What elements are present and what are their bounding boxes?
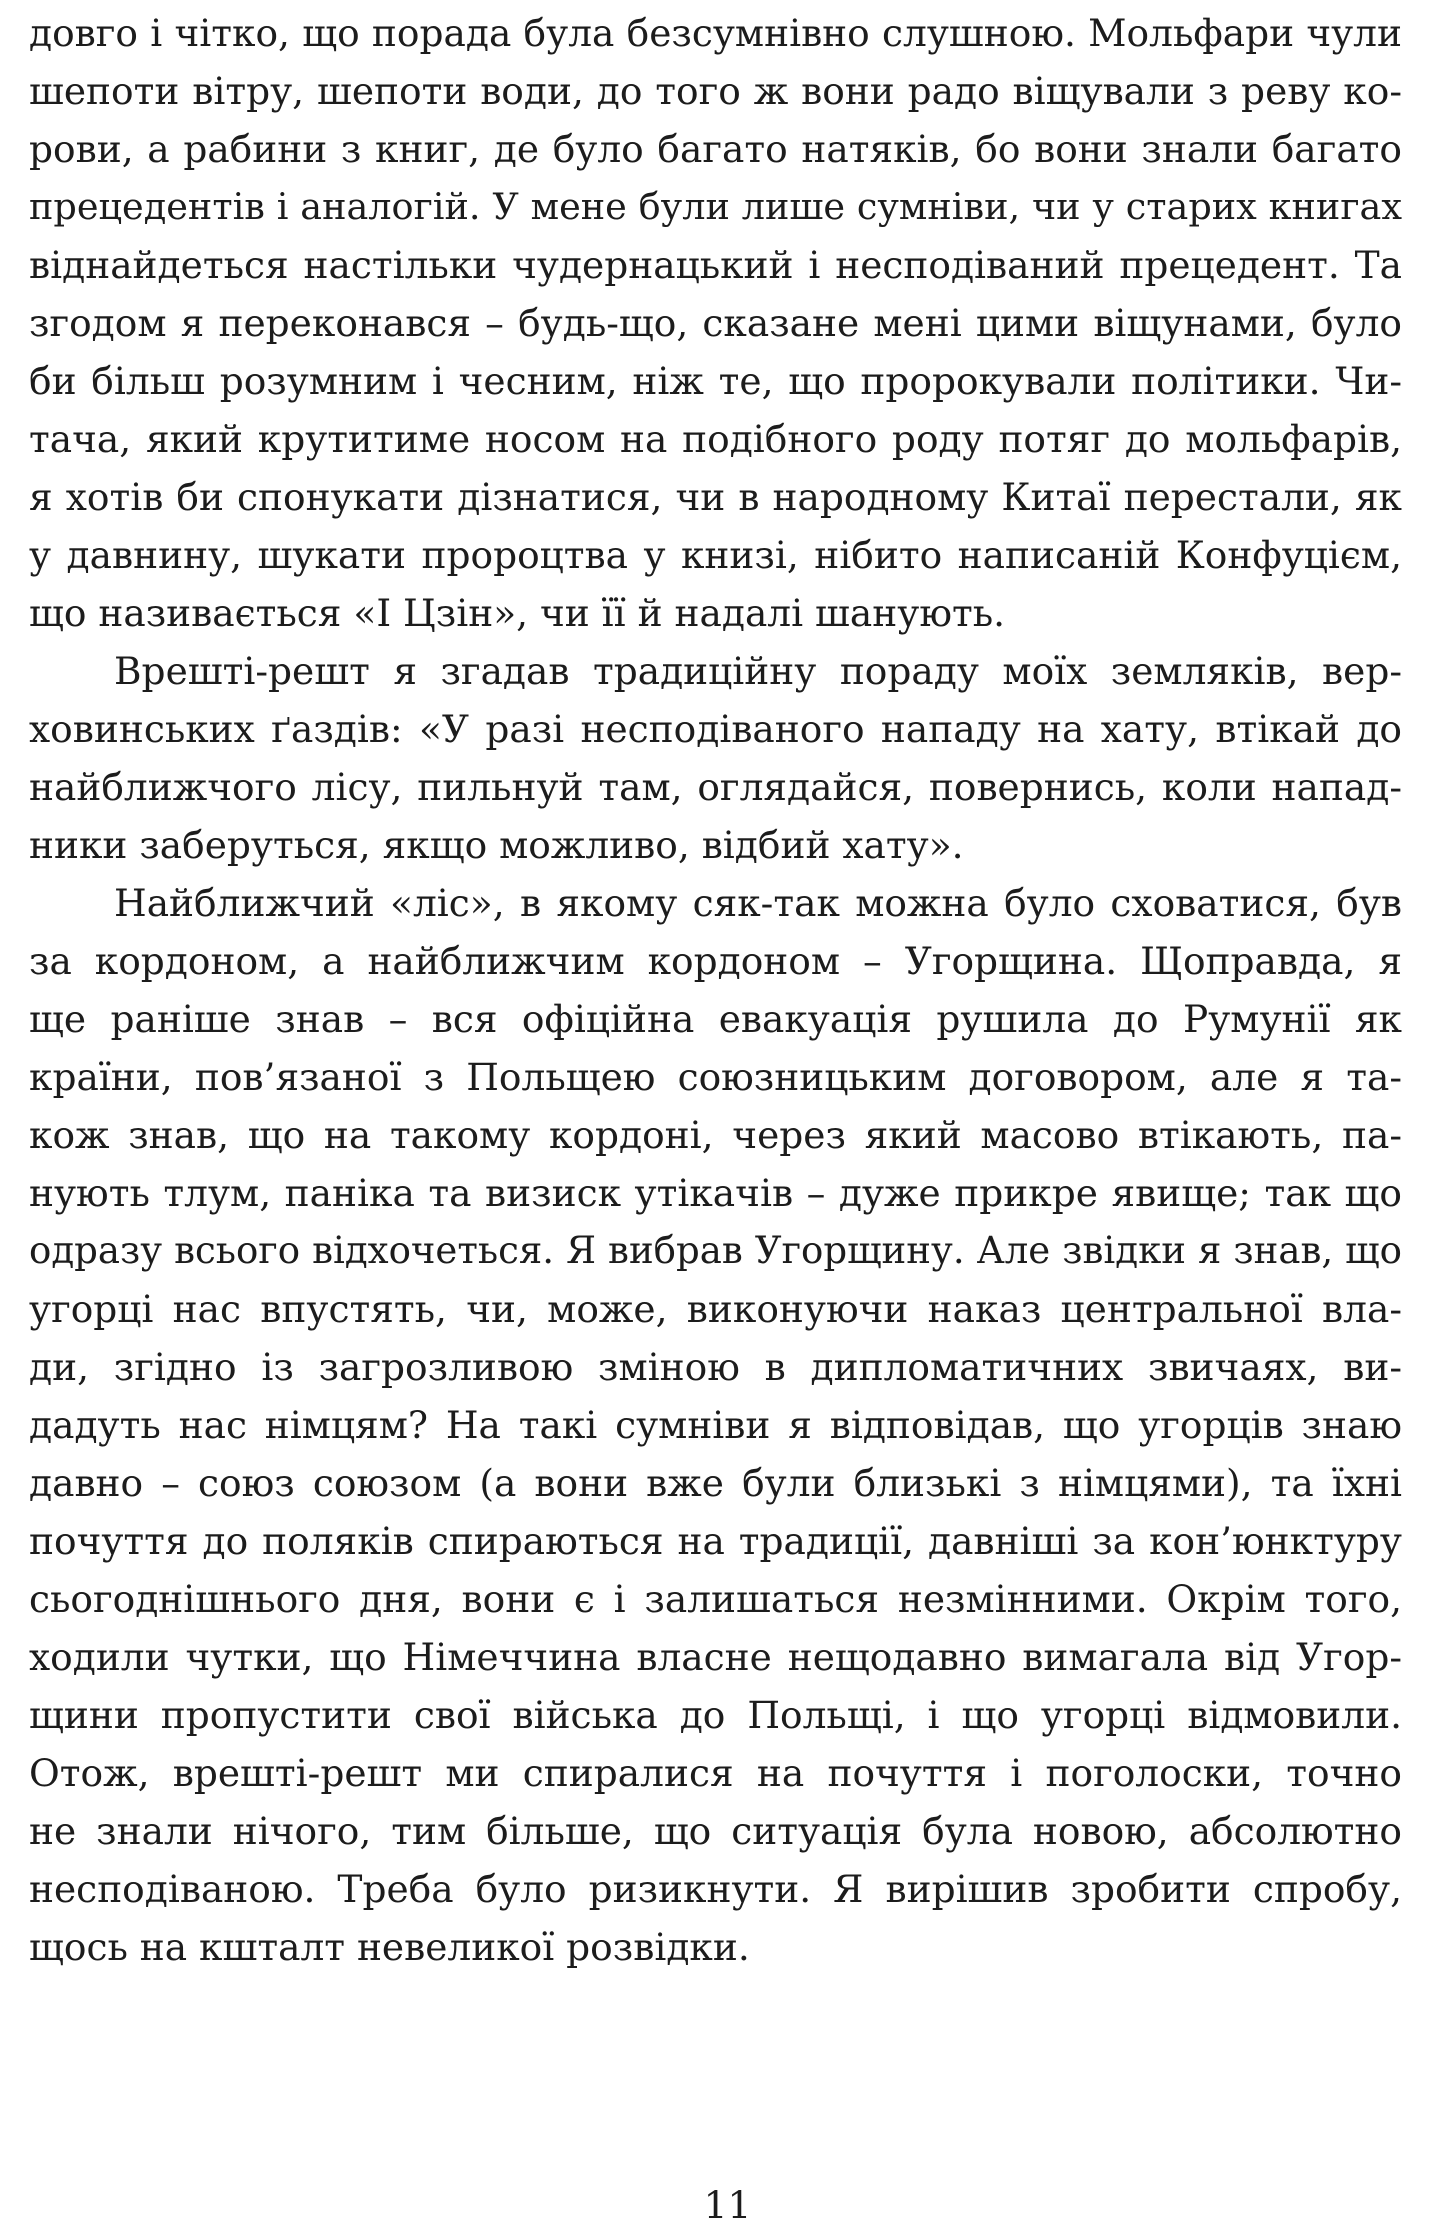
text-line: шепоти вітру, шепоти води, до того ж вони радо віщували з реву ко- xyxy=(29,69,1402,113)
text-line: несподіваною. Треба було ризикнути. Я вирішив зробити спробу, xyxy=(29,1867,1402,1911)
text-line: не знали нічого, тим більше, що ситуація була новою, абсолютно xyxy=(29,1809,1402,1853)
text-line: рови, а рабини з книг, де було багато натяків, бо вони знали багато xyxy=(29,127,1402,171)
text-line: ди, згідно із загрозливою зміною в дипломатичних звичаях, ви- xyxy=(29,1345,1402,1389)
text-line: країни, пов’язаної з Польщею союзницьким договором, але я та- xyxy=(29,1055,1402,1099)
text-line: ще раніше знав – вся офіційна евакуація рушила до Румунії як xyxy=(29,997,1402,1041)
text-line: щини пропустити свої війська до Польщі, і що угорці відмовили. xyxy=(29,1693,1402,1737)
text-line: довго і чітко, що порада була безсумнівно слушною. Мольфари чули xyxy=(29,11,1402,55)
text-line: нують тлум, паніка та визиск утікачів – дуже прикре явище; так що xyxy=(29,1171,1402,1215)
text-line: ходили чутки, що Німеччина власне нещодавно вимагала від Угор- xyxy=(29,1635,1402,1679)
paragraph-first-line: Найближчий «ліс», в якому сяк-так можна було сховатися, був xyxy=(114,881,1402,925)
text-line: у давнину, шукати пророцтва у книзі, нібито написаній Конфуцієм, xyxy=(29,533,1402,577)
text-line: почуття до поляків спираються на традиції, давніші за кон’юнктуру xyxy=(29,1519,1402,1563)
text-line: одразу всього відхочеться. Я вибрав Угорщину. Але звідки я знав, що xyxy=(29,1229,1402,1272)
text-line: ники заберуться, якщо можливо, відбий хату». xyxy=(29,823,964,867)
text-line: дадуть нас німцям? На такі сумніви я відповідав, що угорців знаю xyxy=(29,1403,1402,1447)
text-line: найближчого лісу, пильнуй там, оглядайся, повернись, коли напад- xyxy=(29,765,1402,809)
text-line: Отож, врешті-решт ми спиралися на почуття і поголоски, точно xyxy=(29,1751,1402,1795)
text-line: кож знав, що на такому кордоні, через який масово втікають, па- xyxy=(29,1113,1402,1157)
text-line: тача, який крутитиме носом на подібного роду потяг до мольфарів, xyxy=(29,417,1402,461)
text-line: за кордоном, а найближчим кордоном – Угорщина. Щоправда, я xyxy=(29,939,1402,983)
text-line: би більш розумним і чесним, ніж те, що пророкували політики. Чи- xyxy=(29,359,1402,403)
text-line: угорці нас впустять, чи, може, виконуючи наказ центральної вла- xyxy=(29,1287,1402,1331)
text-line: я хотів би спонукати дізнатися, чи в народному Китаї перестали, як xyxy=(29,475,1402,519)
paragraph-first-line: Врешті-решт я згадав традиційну пораду моїх земляків, вер- xyxy=(114,649,1402,693)
text-line: сьогоднішнього дня, вони є і залишаться незмінними. Окрім того, xyxy=(29,1577,1402,1621)
text-line: щось на кшталт невеликої розвідки. xyxy=(29,1925,750,1969)
text-line: що називається «І Цзін», чи її й надалі шанують. xyxy=(29,591,1006,635)
text-line: ховинських ґаздів: «У разі несподіваного нападу на хату, втікай до xyxy=(29,707,1402,751)
page-number: 11 xyxy=(703,2183,752,2227)
body-text xyxy=(29,4,1402,1976)
text-line: згодом я переконався – будь-що, сказане мені цими віщунами, було xyxy=(29,301,1402,345)
text-line: давно – союз союзом (а вони вже були близькі з німцями), та їхні xyxy=(29,1461,1402,1505)
text-line: віднайдеться настільки чудернацький і несподіваний прецедент. Та xyxy=(29,243,1402,287)
text-line: прецедентів і аналогій. У мене були лише сумніви, чи у старих книгах xyxy=(29,185,1402,228)
